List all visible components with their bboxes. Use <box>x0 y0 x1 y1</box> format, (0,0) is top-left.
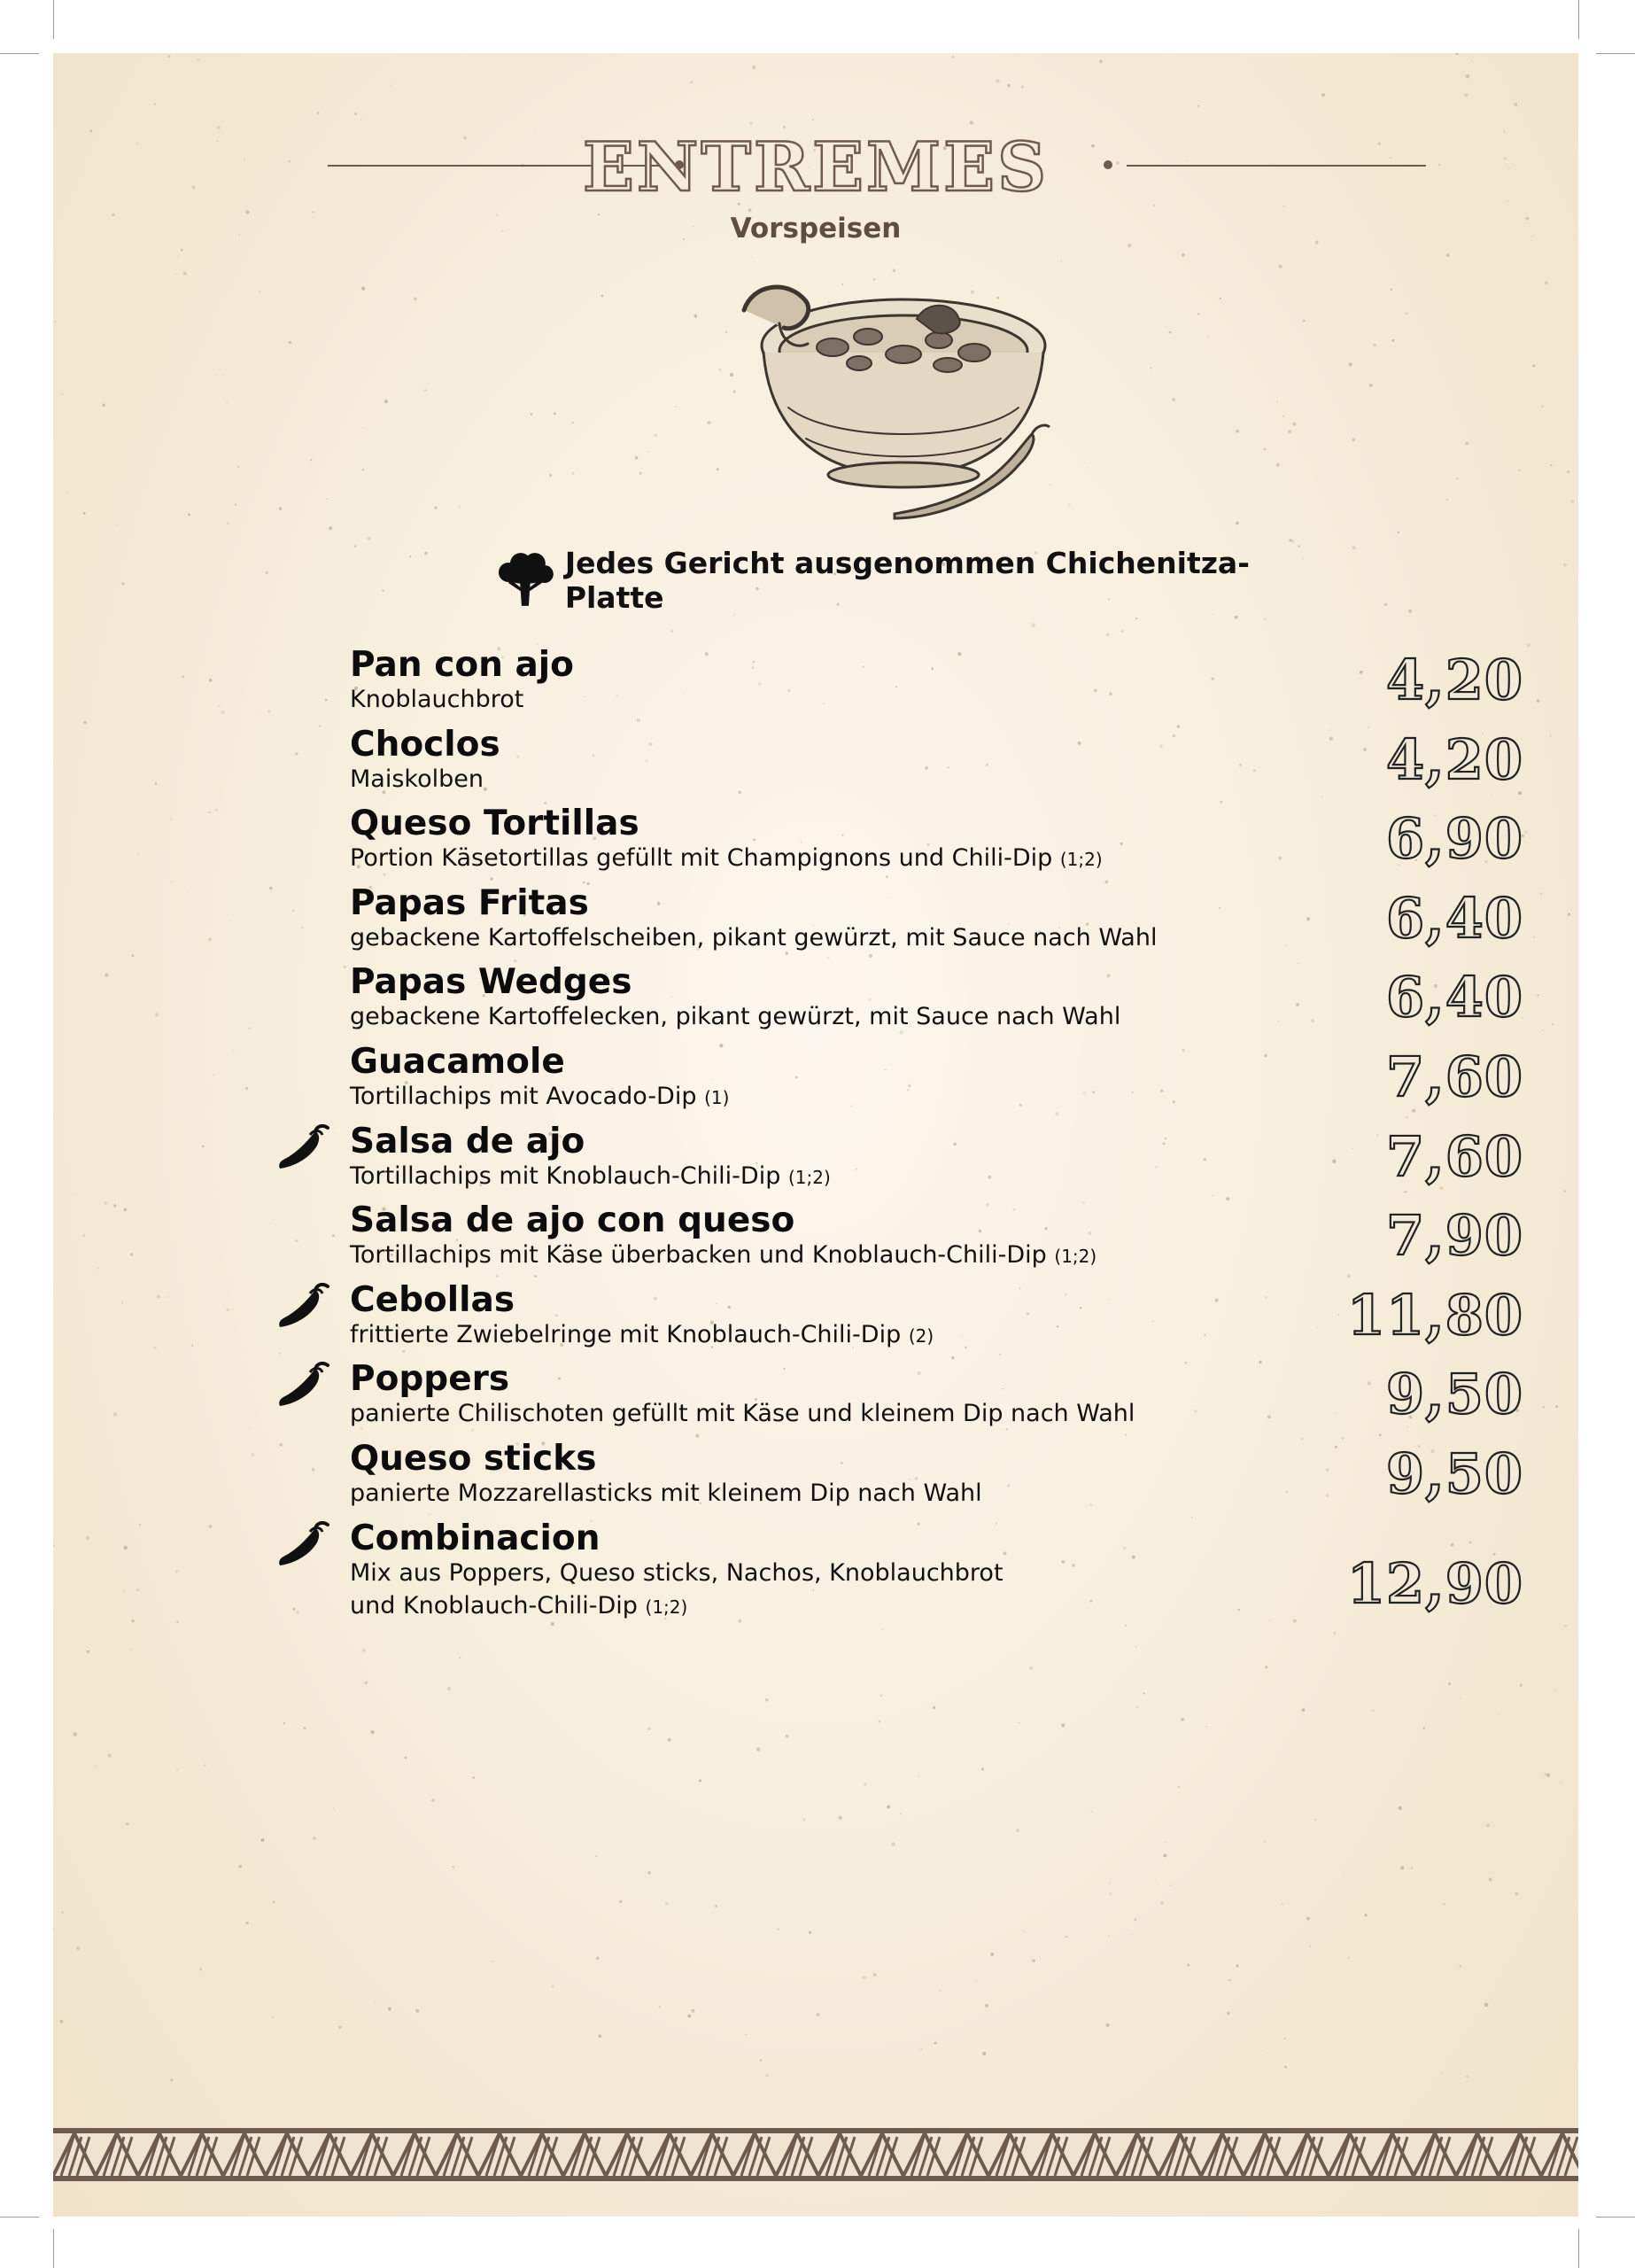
menu-item-name: Salsa de ajo con queso <box>350 1200 795 1241</box>
menu-item-description <box>350 842 1103 876</box>
menu-item-name: Combinacion <box>350 1518 601 1558</box>
menu-item-name: Salsa de ajo <box>350 1121 585 1161</box>
menu-paper <box>53 53 1578 2217</box>
menu-item-price: 6,40 <box>1385 965 1523 1030</box>
allergen-codes: (2) <box>908 1324 934 1347</box>
menu-item-price: 7,90 <box>1385 1203 1523 1269</box>
crop-mark <box>0 2217 39 2218</box>
menu-item-description-text: panierte Mozzarellasticks mit kleinem Dip nach Wahl <box>350 1480 982 1507</box>
chili-pepper-icon <box>276 1521 331 1567</box>
chili-pepper-icon <box>276 1124 331 1170</box>
zigzag-border-pattern <box>53 2128 1578 2181</box>
crop-mark <box>1596 2217 1635 2218</box>
menu-item-name: Cebollas <box>350 1279 515 1320</box>
menu-item-price: 12,90 <box>1346 1550 1523 1616</box>
menu-item-price: 9,50 <box>1385 1362 1523 1427</box>
menu-item-description <box>350 683 523 716</box>
chili-pepper-icon <box>276 1362 331 1408</box>
menu-item-description-text: gebackene Kartoffelscheiben, pikant gewürzt, mit Sauce nach Wahl <box>350 923 1158 951</box>
menu-item-price: 9,50 <box>1385 1441 1523 1506</box>
vegetarian-note-text: Jedes Gericht ausgenommen Chichenitza-Platte <box>564 546 1250 615</box>
menu-item-description-text: Maiskolben <box>350 765 484 793</box>
menu-item-description <box>350 1239 1096 1273</box>
menu-item-price: 7,60 <box>1385 1045 1523 1109</box>
menu-item-price: 4,20 <box>1385 726 1523 792</box>
menu-item-description-text: frittierte Zwiebelringe mit Knoblauch-Chili-Dip <box>350 1320 902 1348</box>
menu-item-description <box>350 1397 1135 1430</box>
allergen-codes: (1;2) <box>1059 849 1103 871</box>
section-title: ENTREMES <box>583 128 1049 206</box>
allergen-codes: (1;2) <box>1054 1246 1097 1268</box>
menu-item-description <box>350 1318 934 1353</box>
allergen-codes: (1;2) <box>645 1596 688 1618</box>
menu-item-description-text: Portion Käsetortillas gefüllt mit Champignons und Chili-Dip <box>350 844 1053 873</box>
menu-item-description <box>350 1477 982 1510</box>
menu-item-description-text: Tortillachips mit Avocado-Dip <box>350 1083 697 1110</box>
menu-item-price: 4,20 <box>1385 648 1523 712</box>
crop-mark <box>1578 2229 1579 2268</box>
menu-item-price: 11,80 <box>1346 1282 1523 1348</box>
allergen-codes: (1;2) <box>787 1166 831 1188</box>
menu-item-description-line-2: und Knoblauch-Chili-Dip <box>350 1591 638 1619</box>
menu-item-description-text: panierte Chilischoten gefüllt mit Käse und kleinem Dip nach Wahl <box>350 1400 1135 1428</box>
broccoli-icon <box>496 553 554 608</box>
crop-mark <box>0 53 39 54</box>
menu-item-price: 6,90 <box>1385 806 1523 872</box>
crop-mark <box>1578 0 1579 39</box>
crop-mark <box>53 0 54 39</box>
menu-item-price: 6,40 <box>1385 885 1523 951</box>
menu-item-name: Papas Fritas <box>350 882 589 923</box>
menu-item-description-text: gebackene Kartoffelecken, pikant gewürzt, mit Sauce nach Wahl <box>350 1003 1121 1031</box>
menu-item-name: Papas Wedges <box>350 962 632 1003</box>
menu-item-description <box>350 921 1157 954</box>
menu-item-description <box>350 1160 831 1194</box>
menu-item-description <box>350 1000 1120 1033</box>
crop-mark <box>1596 53 1635 54</box>
allergen-codes: (1) <box>704 1087 730 1108</box>
menu-item-description <box>350 1080 729 1115</box>
menu-item-name: Poppers <box>350 1359 510 1400</box>
menu-item-name: Pan con ajo <box>350 645 574 685</box>
menu-item-name: Choclos <box>350 724 500 765</box>
menu-item-name: Queso Tortillas <box>350 804 639 844</box>
crop-mark <box>53 2229 54 2268</box>
menu-item-description <box>350 1557 1003 1624</box>
menu-item-description-text: Tortillachips mit Käse überbacken und Knoblauch-Chili-Dip <box>350 1241 1047 1270</box>
chili-pepper-icon <box>276 1283 331 1329</box>
salsa-bowl-with-chili-icon <box>726 266 1081 532</box>
vegetarian-note <box>496 546 1346 615</box>
menu-item-description-text: Tortillachips mit Knoblauch-Chili-Dip <box>350 1161 781 1190</box>
menu-item-price: 7,60 <box>1385 1123 1523 1189</box>
section-subtitle: Vorspeisen <box>730 213 902 245</box>
menu-item-name: Guacamole <box>350 1042 565 1082</box>
menu-item-description-text: Mix aus Poppers, Queso sticks, Nachos, Knoblauchbrot <box>350 1558 1003 1587</box>
menu-item-description <box>350 763 484 796</box>
menu-item-name: Queso sticks <box>350 1439 597 1479</box>
menu-item-description-text: Knoblauchbrot <box>350 686 524 713</box>
